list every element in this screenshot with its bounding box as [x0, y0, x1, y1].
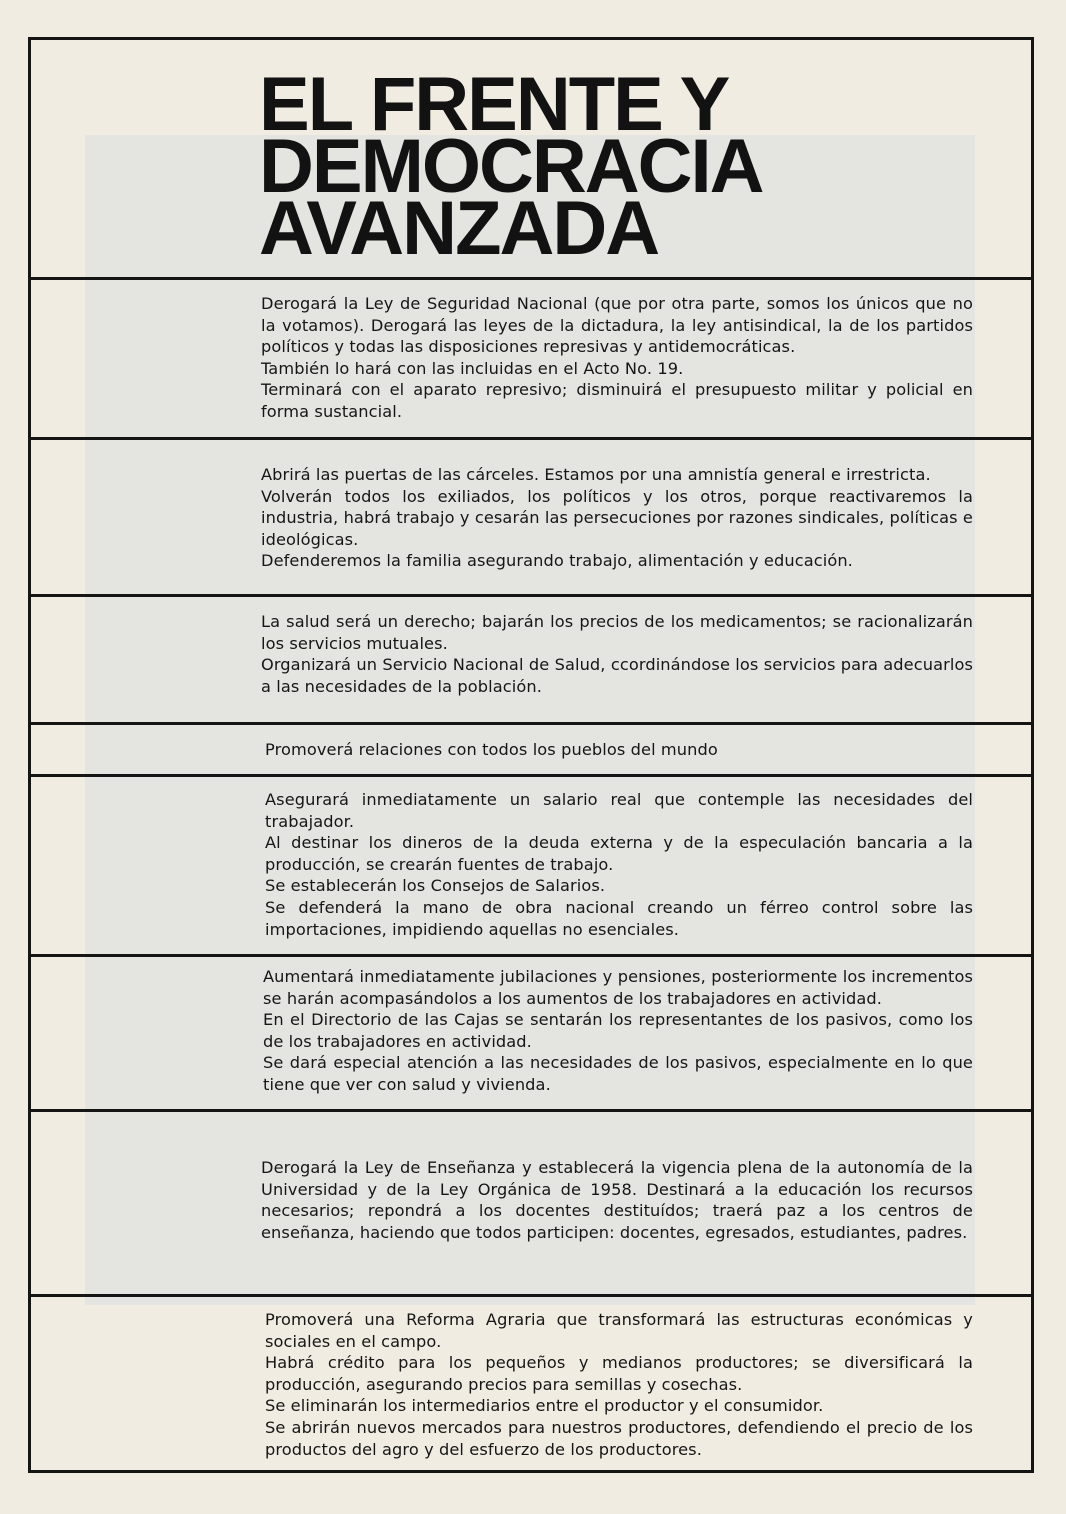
section-text: Aumentará inmediatamente jubilaciones y pensiones, posteriormente los incrementos se harán acompasándolos a los aumentos de los trabajadores en actividad. En el Directorio de las Cajas se sentarán los representantes de los pasivos, como los de los trabajadores en actividad. Se dará especial atención a las necesidades de los pasivos, especialmente en lo que tiene que ver con salud y vivienda.: [263, 967, 973, 1094]
section-pensions: [31, 957, 1031, 1112]
section-agrarian: [31, 1297, 1031, 1473]
section-text: Derogará la Ley de Enseñanza y establecerá la vigencia plena de la autonomía de la Universidad y de la Ley Orgánica de 1958. Destinará a la educación los recursos necesarios; repondrá a los docentes destituídos; traerá paz a los centros de enseñanza, haciendo que todos participen: docentes, egresados, estudiantes, padres.: [261, 1158, 973, 1242]
header: [31, 40, 1031, 280]
section-foreign-relations: [31, 725, 1031, 777]
title-line-3: AVANZADA: [259, 186, 659, 271]
document-frame: [28, 37, 1034, 1473]
section-security: [31, 280, 1031, 440]
section-text: Asegurará inmediatamente un salario real que contemple las necesidades del trabajador. Al destinar los dineros de la deuda externa y de la especulación bancaria a la producción, se crearán fuentes de trabajo. Se establecerán los Consejos de Salarios. Se defenderá la mano de obra nacional creando un férreo control sobre las importaciones, impidiendo aquellas no esenciales.: [265, 790, 973, 939]
page-title: [259, 62, 763, 271]
section-text: Promoverá una Reforma Agraria que transformará las estructuras económicas y sociales en el campo. Habrá crédito para los pequeños y medianos productores; se diversificará la producción, asegurando precios para semillas y cosechas. Se eliminarán los intermediarios entre el productor y el consumidor. Se abrirán nuevos mercados para nuestros productores, defendiendo el precio de los productos del agro y del esfuerzo de los productores.: [265, 1310, 973, 1459]
section-text: Promoverá relaciones con todos los pueblos del mundo: [265, 740, 718, 759]
section-text: Abrirá las puertas de las cárceles. Estamos por una amnistía general e irrestricta. Volverán todos los exiliados, los políticos y los otros, porque reactivaremos la industria, habrá trabajo y cesarán las persecuciones por razones sindicales, políticas e ideológicas. Defenderemos la familia asegurando trabajo, alimentación y educación.: [261, 465, 973, 571]
section-amnesty: [31, 440, 1031, 597]
section-education: [31, 1112, 1031, 1297]
section-health: [31, 597, 1031, 725]
section-wages: [31, 777, 1031, 957]
title-line-2: DEMOCRACIA: [259, 124, 763, 209]
section-text: Derogará la Ley de Seguridad Nacional (que por otra parte, somos los únicos que no la votamos). Derogará las leyes de la dictadura, la ley antisindical, la de los partidos políticos y todas las disposiciones represivas y antidemocráticas. También lo hará con las incluidas en el Acto No. 19. Terminará con el aparato represivo; disminuirá el presupuesto militar y policial en forma sustancial.: [261, 294, 973, 421]
title-line-1: EL FRENTE Y: [259, 62, 729, 147]
section-text: La salud será un derecho; bajarán los precios de los medicamentos; se racionalizarán los servicios mutuales. Organizará un Servicio Nacional de Salud, ccordinándose los servicios para adecuarlos a las necesidades de la población.: [261, 612, 973, 696]
